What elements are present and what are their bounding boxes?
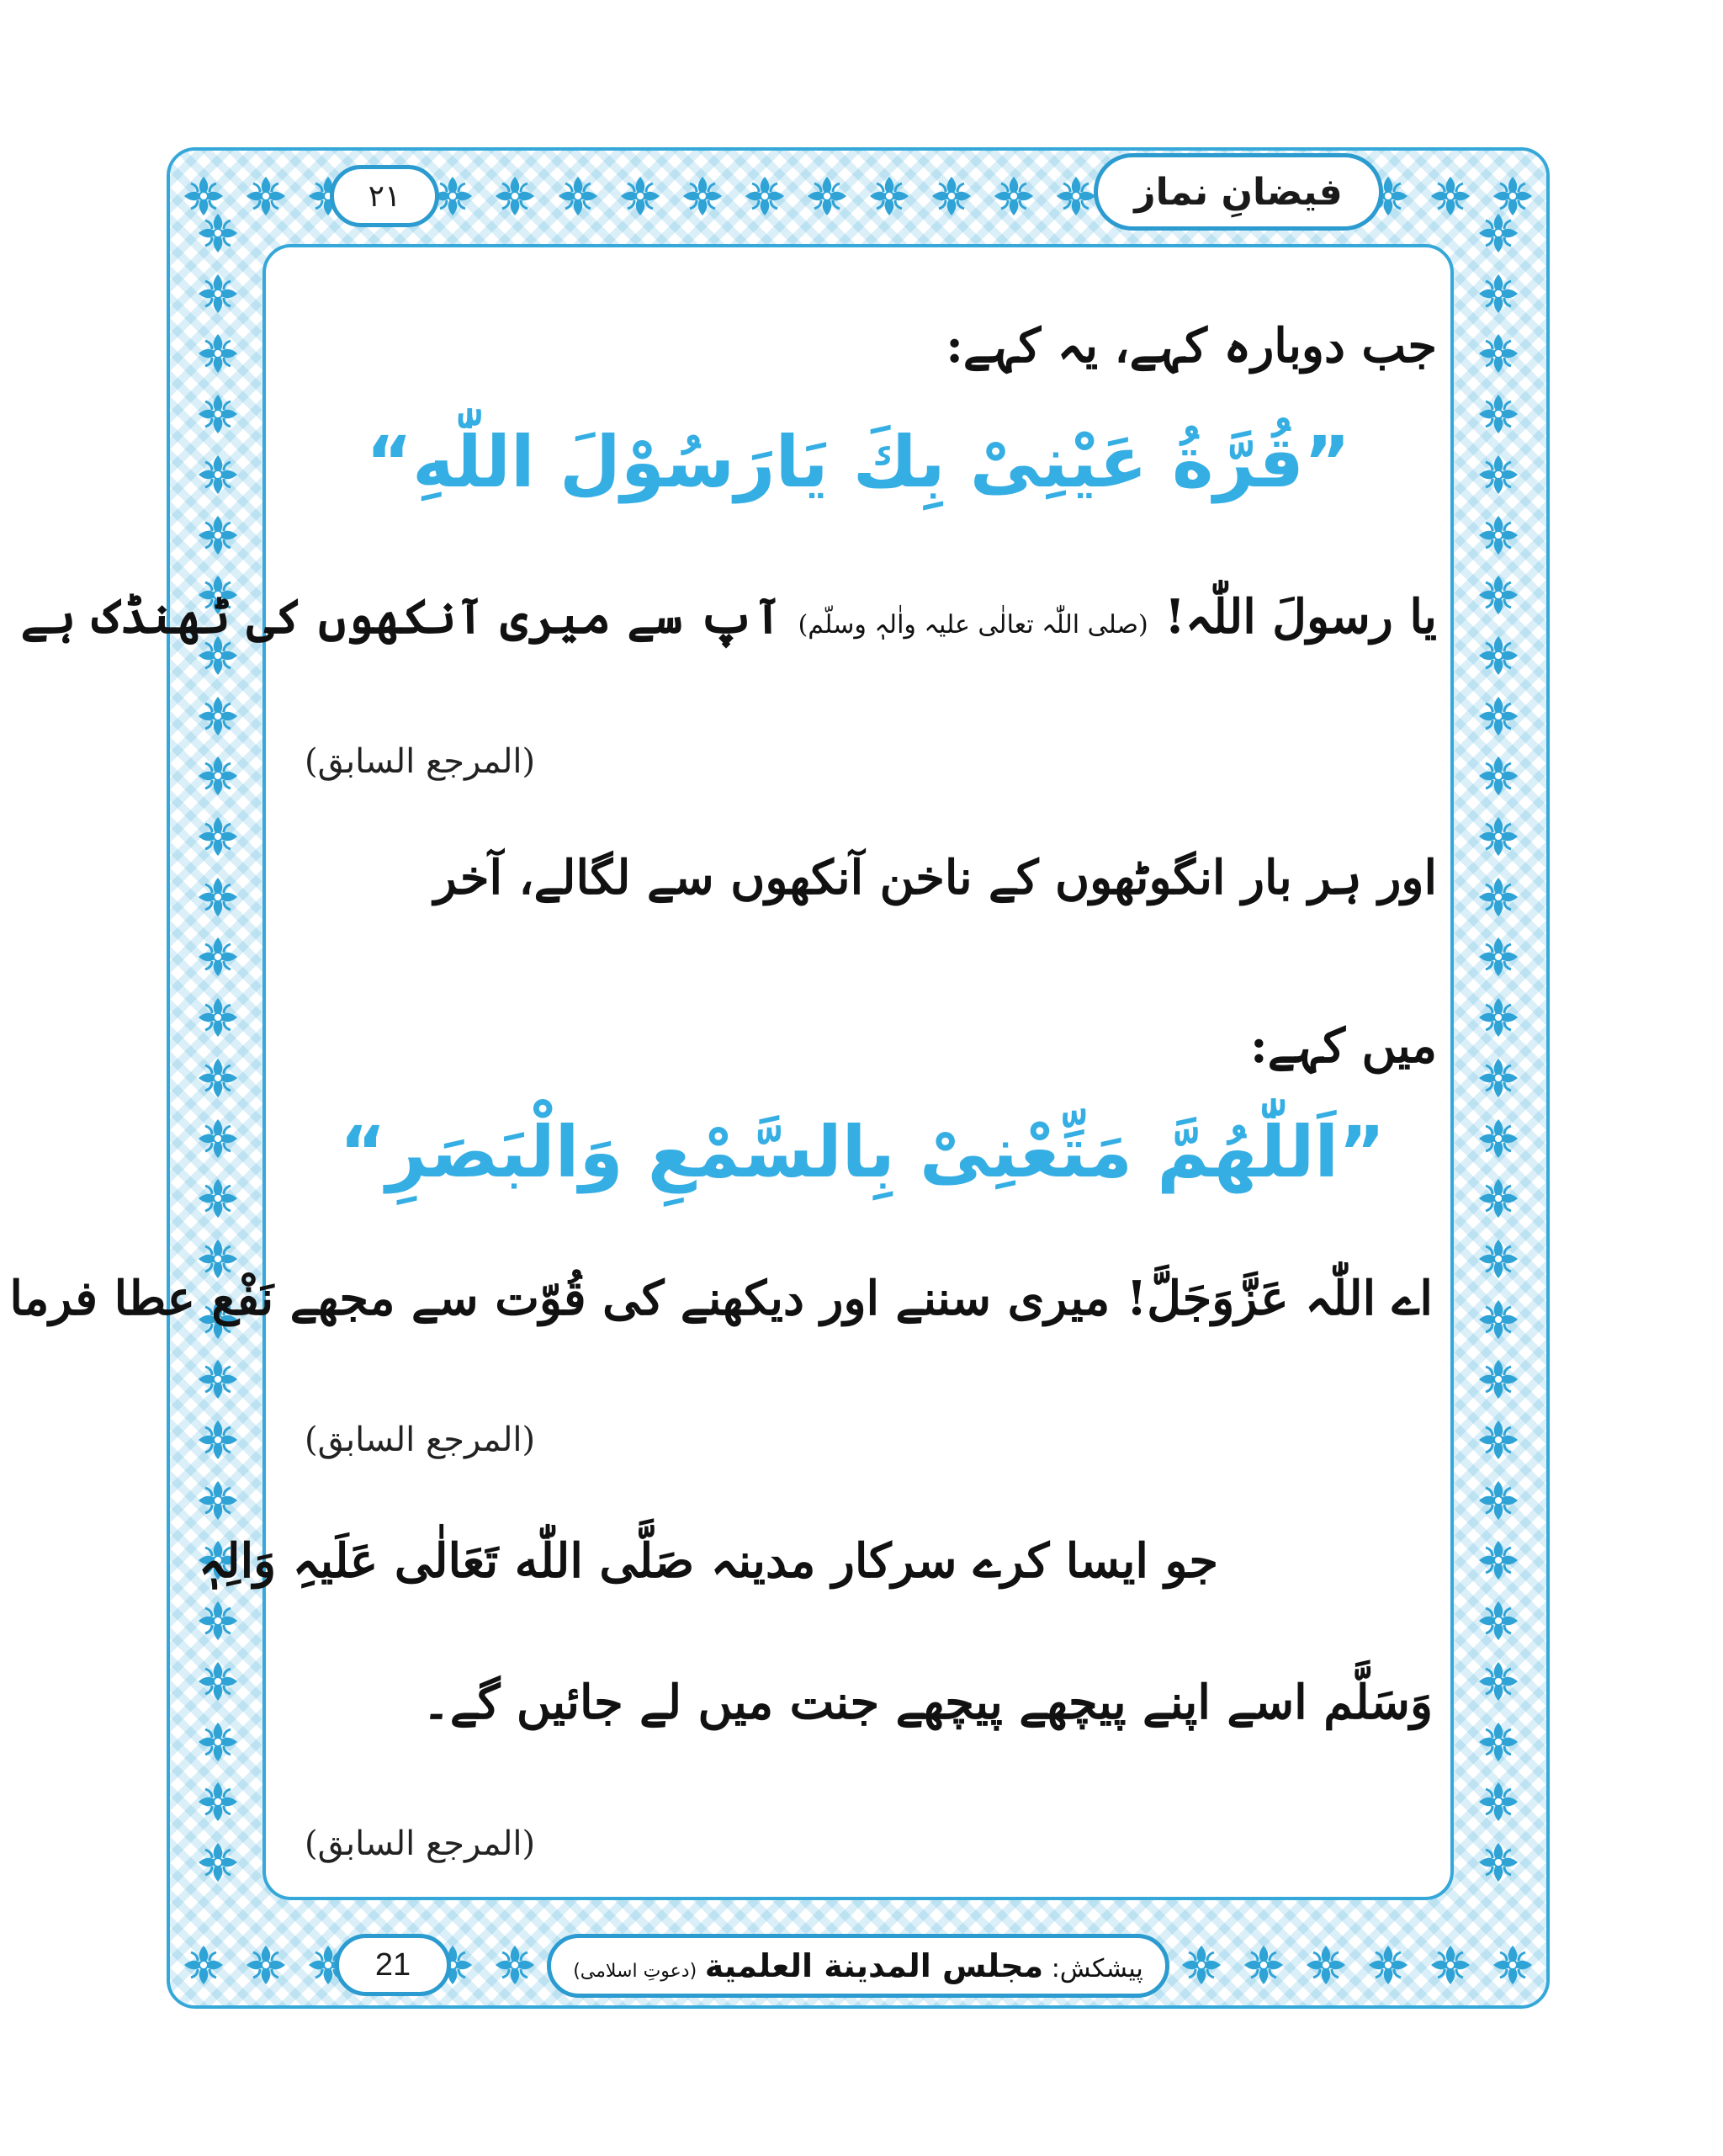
fleur-ornament-icon: [1428, 173, 1473, 219]
translation-1-main: یا رسولَ اللّٰہ!: [1164, 589, 1437, 645]
fleur-ornament-icon: [1476, 331, 1521, 376]
fleur-ornament-icon: [1428, 1942, 1473, 1988]
fleur-ornament-icon: [195, 1478, 241, 1523]
fleur-ornament-icon: [1179, 1942, 1224, 1988]
fleur-ornament-icon: [195, 331, 241, 376]
fleur-ornament-icon: [1476, 1537, 1521, 1583]
reference-3: (المرجع السابق): [305, 1824, 536, 1863]
fleur-ornament-icon: [1476, 1840, 1521, 1885]
translation-1-rest: آپ سے میری آنکھوں کی ٹھنڈک ہے: [20, 589, 782, 645]
fleur-ornament-icon: [1476, 1478, 1521, 1523]
fleur-ornament-icon: [680, 173, 725, 219]
fleur-ornament-icon: [195, 814, 241, 859]
fleur-ornament-icon: [1476, 995, 1521, 1040]
fleur-ornament-icon: [195, 452, 241, 497]
fleur-ornament-icon: [195, 1719, 241, 1765]
fleur-ornament-icon: [243, 1942, 289, 1988]
fleur-ornament-icon: [1365, 1942, 1411, 1988]
fleur-ornament-icon: [195, 753, 241, 799]
fleur-ornament-icon: [929, 173, 974, 219]
fleur-ornament-icon: [492, 1942, 538, 1988]
fleur-ornament-icon: [1476, 874, 1521, 920]
fleur-ornament-icon: [1241, 1942, 1286, 1988]
instruction-line-1: جب دوبارہ کہے، یہ کہے:: [946, 318, 1437, 374]
fleur-ornament-icon: [181, 1942, 226, 1988]
fleur-ornament-icon: [1476, 210, 1521, 256]
fleur-ornament-icon: [1476, 1417, 1521, 1463]
translation-line-2: اے اللّٰہ عَزَّوَجَلَّ! میری سننے اور دیکھنے کی قُوّت سے مجھے نَفْع عطا فرما: [9, 1271, 1433, 1326]
fleur-ornament-icon: [742, 173, 787, 219]
page-number-bottom-plaque: [335, 1934, 451, 1996]
arabic-supplication-2: ”اَللّٰهُمَّ مَتِّعْنِىْ بِالسَّمْعِ وَالْبَصَرِ“: [339, 1111, 1386, 1193]
instruction-line-2: اور ہر بار انگوٹھوں کے ناخن آنکھوں سے لگالے، آخر: [433, 850, 1437, 905]
book-title-plaque: [1094, 153, 1383, 231]
fleur-ornament-icon: [1476, 693, 1521, 739]
fleur-ornament-icon: [195, 1176, 241, 1221]
fleur-ornament-icon: [555, 173, 601, 219]
fleur-ornament-icon: [804, 173, 850, 219]
fleur-ornament-icon: [195, 1779, 241, 1824]
fleur-ornament-icon: [1476, 1719, 1521, 1765]
fleur-ornament-icon: [991, 173, 1036, 219]
fleur-ornament-icon: [195, 1598, 241, 1644]
fleur-ornament-icon: [243, 173, 289, 219]
reference-1: (المرجع السابق): [305, 742, 536, 781]
fleur-ornament-icon: [195, 874, 241, 920]
fleur-ornament-icon: [1490, 1942, 1535, 1988]
fleur-ornament-icon: [195, 512, 241, 558]
instruction-line-3: میں کہے:: [1250, 1018, 1437, 1074]
reference-2: (المرجع السابق): [305, 1421, 536, 1459]
fleur-ornament-icon: [492, 173, 538, 219]
book-title: فیضانِ نماز: [1134, 170, 1343, 214]
fleur-ornament-icon: [195, 934, 241, 980]
fleur-ornament-icon: [195, 995, 241, 1040]
fleur-ornament-icon: [1476, 1779, 1521, 1824]
fleur-ornament-icon: [1476, 814, 1521, 859]
fleur-ornament-icon: [195, 693, 241, 739]
fleur-ornament-icon: [867, 173, 912, 219]
publisher-name: مجلس المدينة العلمية: [704, 1947, 1044, 1984]
fleur-ornament-icon: [1476, 391, 1521, 437]
fleur-ornament-icon: [1476, 1116, 1521, 1161]
fleur-ornament-icon: [1053, 173, 1099, 219]
left-ornament-column: [187, 210, 249, 1885]
fleur-ornament-icon: [1476, 1659, 1521, 1704]
publisher-credit: [573, 1947, 1143, 1984]
fleur-ornament-icon: [195, 1659, 241, 1704]
fleur-ornament-icon: [1476, 753, 1521, 799]
fleur-ornament-icon: [195, 1055, 241, 1101]
fleur-ornament-icon: [195, 1116, 241, 1161]
fleur-ornament-icon: [1476, 572, 1521, 618]
fleur-ornament-icon: [1476, 1176, 1521, 1221]
fleur-ornament-icon: [1476, 1236, 1521, 1282]
page-number-arabic: ۲۱: [368, 178, 401, 214]
fleur-ornament-icon: [1476, 1357, 1521, 1402]
fleur-ornament-icon: [195, 271, 241, 316]
virtue-line-1: جو ایسا کرے سرکار مدینہ صَلَّى اللّٰه تَعَالٰی عَلَیہِ وَالِہٖ: [198, 1533, 1218, 1589]
fleur-ornament-icon: [195, 391, 241, 437]
fleur-ornament-icon: [1476, 271, 1521, 316]
arabic-supplication-1: ”قُرَّةُ عَيْنِىْ بِكَ يَارَسُوْلَ اللّٰهِ“: [365, 421, 1351, 503]
publisher-subtitle: (دعوتِ اسلامی): [573, 1961, 697, 1982]
page-number: 21: [374, 1946, 411, 1983]
fleur-ornament-icon: [195, 1417, 241, 1463]
right-ornament-column: [1467, 210, 1529, 1885]
fleur-ornament-icon: [1476, 633, 1521, 678]
publisher-plaque: [547, 1934, 1169, 1998]
fleur-ornament-icon: [1476, 1598, 1521, 1644]
fleur-ornament-icon: [618, 173, 663, 219]
fleur-ornament-icon: [1476, 1297, 1521, 1342]
fleur-ornament-icon: [1476, 934, 1521, 980]
fleur-ornament-icon: [195, 1357, 241, 1402]
fleur-ornament-icon: [1476, 452, 1521, 497]
translation-line-1: [21, 589, 1437, 645]
fleur-ornament-icon: [1476, 512, 1521, 558]
presenter-label: پیشکش:: [1051, 1954, 1143, 1983]
fleur-ornament-icon: [195, 210, 241, 256]
fleur-ornament-icon: [1476, 1055, 1521, 1101]
virtue-line-2: وَسَلَّم اسے اپنے پیچھے پیچھے جنت میں لے جائیں گے۔: [422, 1675, 1433, 1730]
page-number-top-plaque: [330, 165, 439, 227]
translation-1-honorific: (صلی اللّٰہ تعالٰی علیہ واٰلہٖ وسلّم): [798, 610, 1148, 640]
fleur-ornament-icon: [195, 1840, 241, 1885]
fleur-ornament-icon: [1303, 1942, 1349, 1988]
